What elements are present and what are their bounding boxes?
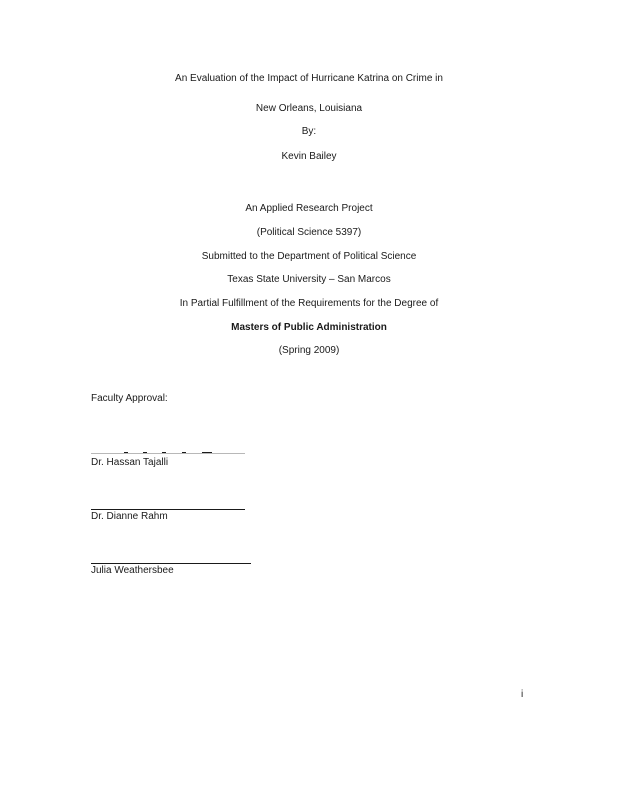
signatory-1: Dr. Hassan Tajalli: [91, 457, 169, 468]
submitted-to: Submitted to the Department of Political Science: [201, 251, 417, 262]
signature-mark: [202, 452, 212, 453]
signature-mark: [124, 452, 128, 453]
title-line-2: New Orleans, Louisiana: [255, 103, 363, 114]
fulfillment-statement: In Partial Fulfillment of the Requirements for the Degree of: [179, 298, 439, 309]
signature-line-2: [91, 509, 245, 510]
signature-mark: [162, 452, 166, 453]
signatory-2: Dr. Dianne Rahm: [91, 511, 168, 522]
signature-mark: [143, 452, 147, 453]
project-type: An Applied Research Project: [245, 203, 373, 214]
signature-line-1: [91, 453, 245, 454]
degree-name: Masters of Public Administration: [231, 322, 387, 333]
author-name: Kevin Bailey: [281, 151, 337, 162]
by-label: By:: [301, 126, 317, 137]
signature-line-3: [91, 563, 251, 564]
term: (Spring 2009): [278, 345, 340, 356]
university-name: Texas State University – San Marcos: [227, 274, 391, 285]
title-line-1: An Evaluation of the Impact of Hurricane Katrina on Crime in: [175, 73, 443, 84]
signatory-3: Julia Weathersbee: [91, 565, 174, 576]
faculty-approval-heading: Faculty Approval:: [91, 393, 168, 404]
course-number: (Political Science 5397): [256, 227, 362, 238]
page-number: i: [521, 689, 524, 700]
signature-mark: [182, 452, 186, 453]
